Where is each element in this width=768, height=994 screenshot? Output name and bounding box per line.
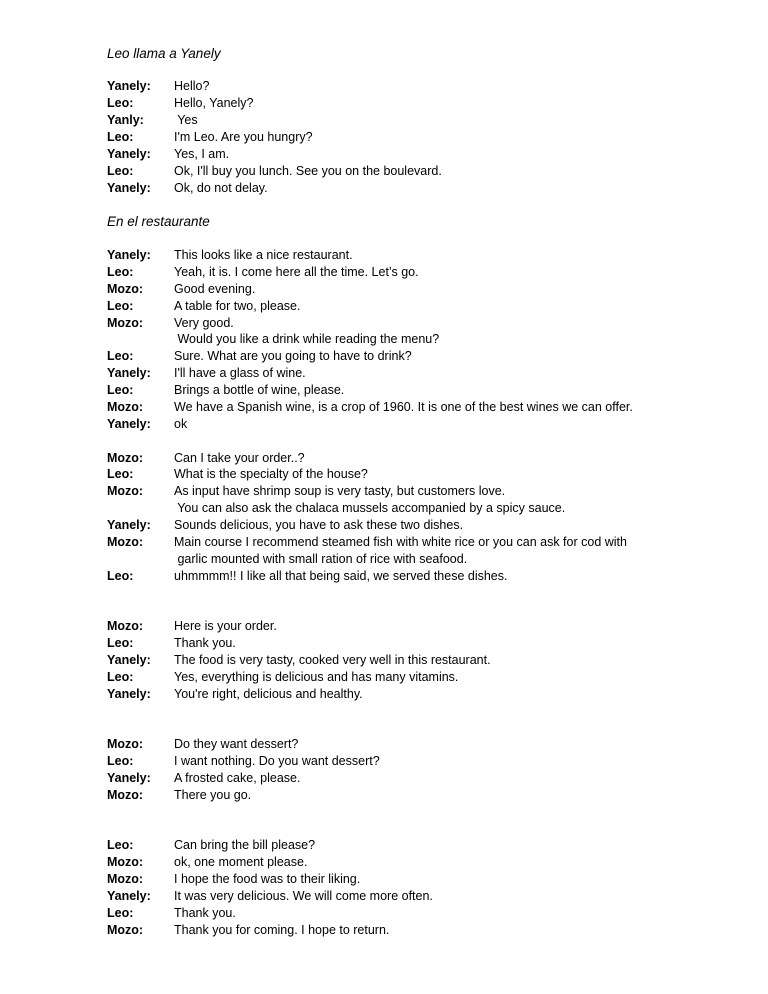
dialogue-text: Yes, everything is delicious and has many vitamins. <box>174 670 459 684</box>
dialogue-text: Would you like a drink while reading the menu? <box>174 332 440 346</box>
dialogue-text: The food is very tasty, cooked very well in this restaurant. <box>174 653 491 667</box>
dialogue-text: uhmmmm!! I like all that being said, we served these dishes. <box>174 569 508 583</box>
speaker-label: Leo: <box>107 636 134 650</box>
dialogue-text: A frosted cake, please. <box>174 771 301 785</box>
dialogue-text: Yes <box>174 113 198 127</box>
speaker-label: Leo: <box>107 754 134 768</box>
dialogue-text: Can bring the bill please? <box>174 838 316 852</box>
dialogue-text: Ok, do not delay. <box>174 181 268 195</box>
dialogue-text: Can I take your order..? <box>174 451 305 465</box>
speaker-label: Yanely: <box>107 248 151 262</box>
dialogue-text: I hope the food was to their liking. <box>174 872 361 886</box>
speaker-label: Leo: <box>107 164 134 178</box>
dialogue-text: garlic mounted with small ration of rice with seafood. <box>174 552 468 566</box>
dialogue-text: Do they want dessert? <box>174 737 299 751</box>
speaker-label: Yanly: <box>107 113 144 127</box>
speaker-label: Yanely: <box>107 366 151 380</box>
speaker-label: Mozo: <box>107 923 144 937</box>
dialogue-text: Hello? <box>174 79 210 93</box>
dialogue-text: ok, one moment please. <box>174 855 308 869</box>
speaker-label: Yanely: <box>107 79 151 93</box>
dialogue-text: What is the specialty of the house? <box>174 467 368 481</box>
speaker-label: Mozo: <box>107 535 144 549</box>
dialogue-text: I'll have a glass of wine. <box>174 366 306 380</box>
dialogue-text: Brings a bottle of wine, please. <box>174 383 345 397</box>
speaker-label: Yanely: <box>107 181 151 195</box>
dialogue-text: Good evening. <box>174 282 256 296</box>
speaker-label: Yanely: <box>107 687 151 701</box>
speaker-label: Yanely: <box>107 771 151 785</box>
speaker-label: Yanely: <box>107 518 151 532</box>
dialogue-text: I'm Leo. Are you hungry? <box>174 130 313 144</box>
dialogue-text: Thank you for coming. I hope to return. <box>174 923 390 937</box>
dialogue-text: Yeah, it is. I come here all the time. Let’s go. <box>174 265 419 279</box>
speaker-label: Mozo: <box>107 788 144 802</box>
dialogue-text: Ok, I'll buy you lunch. See you on the boulevard. <box>174 164 442 178</box>
speaker-label: Mozo: <box>107 400 144 414</box>
section-heading: Leo llama a Yanely <box>107 46 221 61</box>
speaker-label: Leo: <box>107 383 134 397</box>
speaker-label: Mozo: <box>107 872 144 886</box>
dialogue-text: This looks like a nice restaurant. <box>174 248 353 262</box>
speaker-label: Leo: <box>107 299 134 313</box>
dialogue-text: Main course I recommend steamed fish with white rice or you can ask for cod with <box>174 535 627 549</box>
dialogue-text: As input have shrimp soup is very tasty, but customers love. <box>174 484 506 498</box>
dialogue-text: You can also ask the chalaca mussels accompanied by a spicy sauce. <box>174 501 566 515</box>
speaker-label: Leo: <box>107 130 134 144</box>
speaker-label: Leo: <box>107 349 134 363</box>
dialogue-text: You're right, delicious and healthy. <box>174 687 363 701</box>
dialogue-text: Sure. What are you going to have to drink? <box>174 349 412 363</box>
speaker-label: Leo: <box>107 838 134 852</box>
speaker-label: Mozo: <box>107 619 144 633</box>
speaker-label: Mozo: <box>107 451 144 465</box>
dialogue-text: Thank you. <box>174 636 236 650</box>
speaker-label: Leo: <box>107 670 134 684</box>
speaker-label: Yanely: <box>107 653 151 667</box>
speaker-label: Leo: <box>107 96 134 110</box>
section-heading: En el restaurante <box>107 214 210 229</box>
dialogue-text: Here is your order. <box>174 619 277 633</box>
speaker-label: Mozo: <box>107 316 144 330</box>
dialogue-text: Hello, Yanely? <box>174 96 254 110</box>
dialogue-text: We have a Spanish wine, is a crop of 1960. It is one of the best wines we can offer. <box>174 400 633 414</box>
speaker-label: Leo: <box>107 265 134 279</box>
speaker-label: Yanely: <box>107 417 151 431</box>
dialogue-text: Very good. <box>174 316 234 330</box>
speaker-label: Leo: <box>107 569 134 583</box>
dialogue-text: There you go. <box>174 788 252 802</box>
speaker-label: Mozo: <box>107 282 144 296</box>
dialogue-text: I want nothing. Do you want dessert? <box>174 754 380 768</box>
dialogue-text: Sounds delicious, you have to ask these two dishes. <box>174 518 464 532</box>
speaker-label: Yanely: <box>107 147 151 161</box>
speaker-label: Leo: <box>107 467 134 481</box>
speaker-label: Mozo: <box>107 484 144 498</box>
dialogue-text: Thank you. <box>174 906 236 920</box>
dialogue-text: A table for two, please. <box>174 299 301 313</box>
speaker-label: Yanely: <box>107 889 151 903</box>
dialogue-text: It was very delicious. We will come more often. <box>174 889 433 903</box>
speaker-label: Mozo: <box>107 737 144 751</box>
speaker-label: Leo: <box>107 906 134 920</box>
speaker-label: Mozo: <box>107 855 144 869</box>
dialogue-text: Yes, I am. <box>174 147 230 161</box>
dialogue-text: ok <box>174 417 188 431</box>
